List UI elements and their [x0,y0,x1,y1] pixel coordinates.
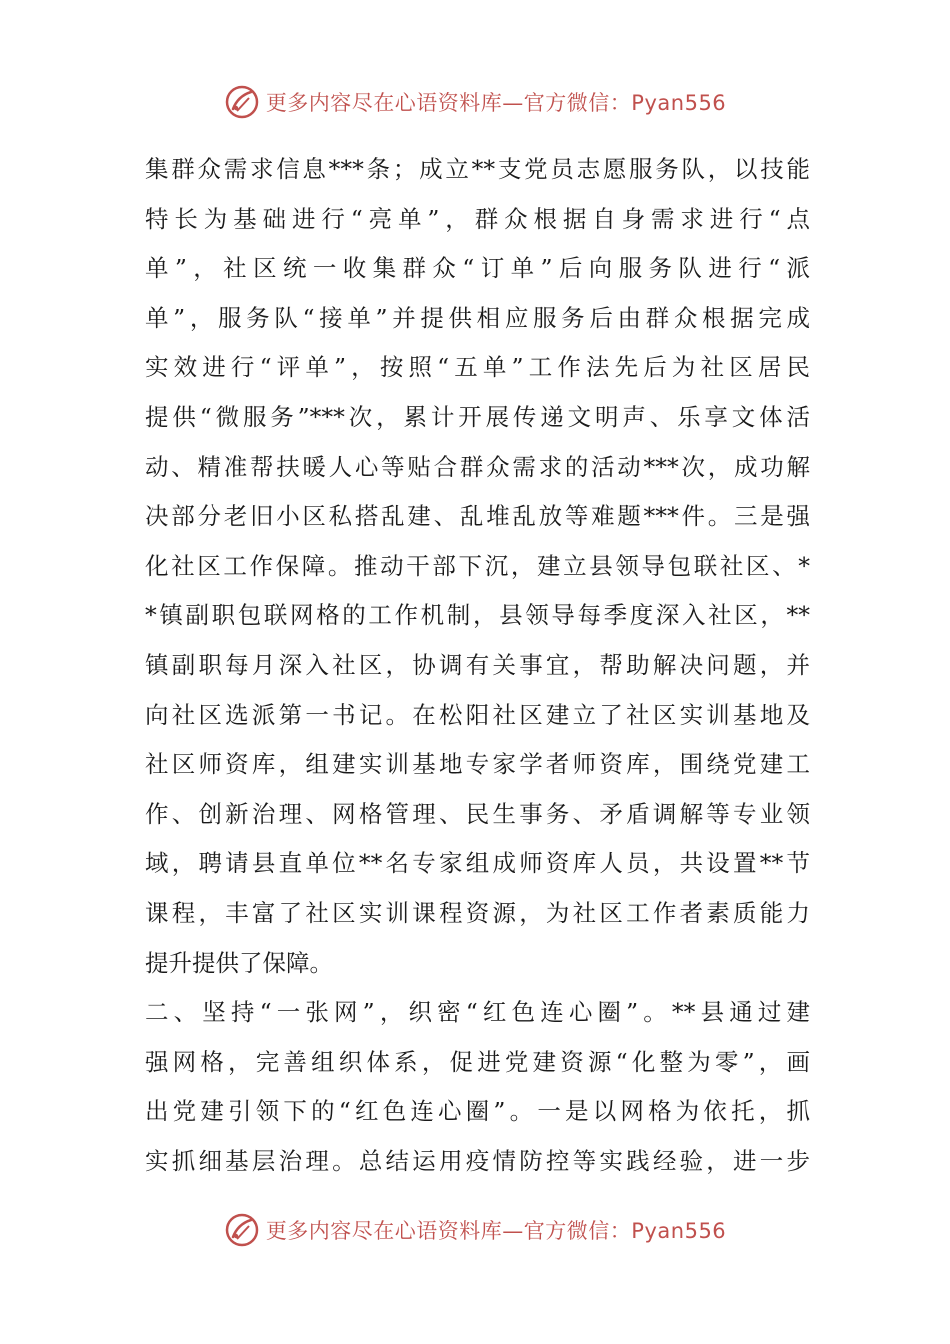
body-line: 集群众需求信息***条；成立**支党员志愿服务队，以技能 [145,155,810,183]
body-line: 课程，丰富了社区实训课程资源，为社区工作者素质能力 [145,898,810,927]
body-line: 化社区工作保障。推动干部下沉，建立县领导包联社区、* [145,551,810,580]
body-line: 实抓细基层治理。总结运用疫情防控等实践经验，进一步 [145,1146,810,1175]
body-line: 决部分老旧小区私搭乱建、乱堆乱放等难题***件。三是强 [145,502,810,531]
header-banner [0,80,950,124]
body-line: 向社区选派第一书记。在松阳社区建立了社区实训基地及 [145,700,810,729]
body-line: 镇副职每月深入社区，协调有关事宜，帮助解决问题，并 [145,650,810,679]
body-line: 域，聘请县直单位**名专家组成师资库人员，共设置**节 [145,849,810,878]
footer-banner [0,1208,950,1252]
document-body [145,145,810,1186]
section-heading-line: 二、坚持“一张网”，织密“红色连心圈”。**县通过建 [145,998,810,1027]
body-line: 动、精准帮扶暖人心等贴合群众需求的活动***次，成功解 [145,452,810,481]
body-line: 社区师资库，组建实训基地专家学者师资库，围绕党建工 [145,750,810,779]
body-line: 单”，社区统一收集群众“订单”后向服务队进行“派 [145,254,810,283]
body-line: 单”，服务队“接单”并提供相应服务后由群众根据完成 [145,303,810,332]
body-line: 特长为基础进行“亮单”，群众根据自身需求进行“点 [145,204,810,233]
body-line: 强网格，完善组织体系，促进党建资源“化整为零”，画 [145,1047,810,1076]
body-line: 实效进行“评单”，按照“五单”工作法先后为社区居民 [145,353,810,382]
header-banner-text: 更多内容尽在心语资料库—官方微信：Pyan556 [265,91,727,115]
footer-banner-text: 更多内容尽在心语资料库—官方微信：Pyan556 [265,1219,727,1243]
body-line: 作、创新治理、网格管理、民生事务、矛盾调解等专业领 [145,799,810,828]
body-line: 提升提供了保障。 [145,948,333,977]
pen-seal-logo-icon [224,1212,260,1248]
pen-seal-logo-icon [224,84,260,120]
body-line: *镇副职包联网格的工作机制，县领导每季度深入社区，** [145,601,810,630]
body-line: 提供“微服务”***次，累计开展传递文明声、乐享文体活 [145,402,810,431]
body-line: 出党建引领下的“红色连心圈”。一是以网格为依托，抓 [145,1097,810,1126]
